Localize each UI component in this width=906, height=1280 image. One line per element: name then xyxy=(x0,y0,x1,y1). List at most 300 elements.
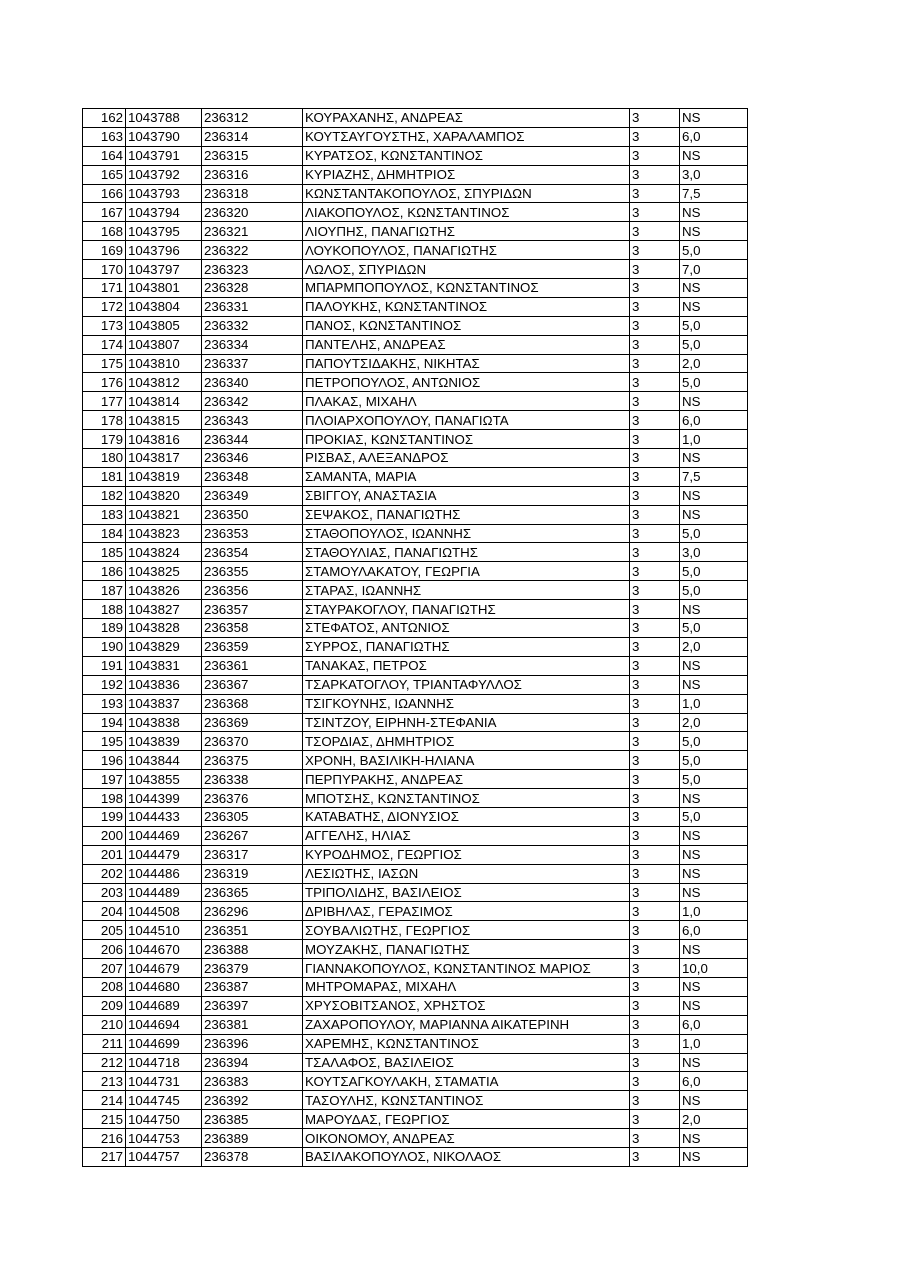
student-name-cell: ΛΩΛΟΣ, ΣΠΥΡΙΔΩΝ xyxy=(303,260,630,279)
grade-cell: NS xyxy=(680,505,748,524)
semester-cell: 3 xyxy=(630,940,680,959)
row-number-cell: 214 xyxy=(83,1091,126,1110)
registration-number-cell: 236375 xyxy=(202,751,303,770)
registration-number-cell: 236359 xyxy=(202,637,303,656)
grade-cell: NS xyxy=(680,826,748,845)
row-number-cell: 185 xyxy=(83,543,126,562)
row-number-cell: 177 xyxy=(83,392,126,411)
table-row xyxy=(83,921,748,940)
semester-cell: 3 xyxy=(630,789,680,808)
table-row xyxy=(83,996,748,1015)
row-number-cell: 182 xyxy=(83,486,126,505)
row-number-cell: 205 xyxy=(83,921,126,940)
semester-cell: 3 xyxy=(630,637,680,656)
registration-number-cell: 236305 xyxy=(202,807,303,826)
student-id-cell: 1043838 xyxy=(126,713,202,732)
grade-cell: NS xyxy=(680,1129,748,1148)
table-row xyxy=(83,1091,748,1110)
table-row xyxy=(83,543,748,562)
table-row xyxy=(83,411,748,430)
row-number-cell: 165 xyxy=(83,165,126,184)
table-row xyxy=(83,845,748,864)
student-id-cell: 1043829 xyxy=(126,637,202,656)
row-number-cell: 210 xyxy=(83,1015,126,1034)
student-name-cell: ΣΟΥΒΑΛΙΩΤΗΣ, ΓΕΩΡΓΙΟΣ xyxy=(303,921,630,940)
student-name-cell: ΤΣΑΡΚΑΤΟΓΛΟΥ, ΤΡΙΑΝΤΑΦΥΛΛΟΣ xyxy=(303,675,630,694)
row-number-cell: 166 xyxy=(83,184,126,203)
row-number-cell: 201 xyxy=(83,845,126,864)
grade-cell: NS xyxy=(680,1091,748,1110)
row-number-cell: 209 xyxy=(83,996,126,1015)
semester-cell: 3 xyxy=(630,392,680,411)
student-name-cell: ΛΙΑΚΟΠΟΥΛΟΣ, ΚΩΝΣΤΑΝΤΙΝΟΣ xyxy=(303,203,630,222)
table-row xyxy=(83,505,748,524)
student-id-cell: 1043824 xyxy=(126,543,202,562)
registration-number-cell: 236338 xyxy=(202,770,303,789)
registration-number-cell: 236353 xyxy=(202,524,303,543)
table-row xyxy=(83,619,748,638)
grade-cell: 6,0 xyxy=(680,921,748,940)
student-id-cell: 1044699 xyxy=(126,1034,202,1053)
student-id-cell: 1044510 xyxy=(126,921,202,940)
student-name-cell: ΤΣΙΝΤΖΟΥ, ΕΙΡΗΝΗ-ΣΤΕΦΑΝΙΑ xyxy=(303,713,630,732)
student-name-cell: ΚΟΥΤΣΑΥΓΟΥΣΤΗΣ, ΧΑΡΑΛΑΜΠΟΣ xyxy=(303,127,630,146)
semester-cell: 3 xyxy=(630,486,680,505)
grade-cell: NS xyxy=(680,203,748,222)
row-number-cell: 184 xyxy=(83,524,126,543)
grade-cell: 5,0 xyxy=(680,316,748,335)
table-row xyxy=(83,940,748,959)
table-row xyxy=(83,789,748,808)
registration-number-cell: 236319 xyxy=(202,864,303,883)
student-name-cell: ΛΕΣΙΩΤΗΣ, ΙΑΣΩΝ xyxy=(303,864,630,883)
student-id-cell: 1044399 xyxy=(126,789,202,808)
row-number-cell: 187 xyxy=(83,581,126,600)
results-table xyxy=(82,108,748,1167)
student-name-cell: ΣΤΑΡΑΣ, ΙΩΑΝΝΗΣ xyxy=(303,581,630,600)
row-number-cell: 216 xyxy=(83,1129,126,1148)
semester-cell: 3 xyxy=(630,279,680,298)
student-name-cell: ΓΙΑΝΝΑΚΟΠΟΥΛΟΣ, ΚΩΝΣΤΑΝΤΙΝΟΣ ΜΑΡΙΟΣ xyxy=(303,959,630,978)
semester-cell: 3 xyxy=(630,694,680,713)
registration-number-cell: 236383 xyxy=(202,1072,303,1091)
student-id-cell: 1043795 xyxy=(126,222,202,241)
semester-cell: 3 xyxy=(630,260,680,279)
student-id-cell: 1043810 xyxy=(126,354,202,373)
row-number-cell: 204 xyxy=(83,902,126,921)
student-name-cell: ΖΑΧΑΡΟΠΟΥΛΟΥ, ΜΑΡΙΑΝΝΑ ΑΙΚΑΤΕΡΙΝΗ xyxy=(303,1015,630,1034)
semester-cell: 3 xyxy=(630,902,680,921)
row-number-cell: 180 xyxy=(83,449,126,468)
student-name-cell: ΜΑΡΟΥΔΑΣ, ΓΕΩΡΓΙΟΣ xyxy=(303,1110,630,1129)
semester-cell: 3 xyxy=(630,222,680,241)
row-number-cell: 212 xyxy=(83,1053,126,1072)
semester-cell: 3 xyxy=(630,203,680,222)
student-id-cell: 1043839 xyxy=(126,732,202,751)
table-row xyxy=(83,354,748,373)
grade-cell: NS xyxy=(680,146,748,165)
grade-cell: 1,0 xyxy=(680,902,748,921)
row-number-cell: 170 xyxy=(83,260,126,279)
semester-cell: 3 xyxy=(630,184,680,203)
grade-cell: NS xyxy=(680,675,748,694)
student-name-cell: ΜΟΥΖΑΚΗΣ, ΠΑΝΑΓΙΩΤΗΣ xyxy=(303,940,630,959)
grade-cell: 6,0 xyxy=(680,1015,748,1034)
student-name-cell: ΣΑΜΑΝΤΑ, ΜΑΡΙΑ xyxy=(303,467,630,486)
student-id-cell: 1044508 xyxy=(126,902,202,921)
semester-cell: 3 xyxy=(630,316,680,335)
registration-number-cell: 236350 xyxy=(202,505,303,524)
grade-cell: 7,0 xyxy=(680,260,748,279)
semester-cell: 3 xyxy=(630,146,680,165)
student-name-cell: ΧΡΥΣΟΒΙΤΣΑΝΟΣ, ΧΡΗΣΤΟΣ xyxy=(303,996,630,1015)
table-row xyxy=(83,1147,748,1166)
student-name-cell: ΛΟΥΚΟΠΟΥΛΟΣ, ΠΑΝΑΓΙΩΤΗΣ xyxy=(303,241,630,260)
registration-number-cell: 236355 xyxy=(202,562,303,581)
table-row xyxy=(83,109,748,128)
grade-cell: 5,0 xyxy=(680,732,748,751)
student-id-cell: 1043792 xyxy=(126,165,202,184)
row-number-cell: 192 xyxy=(83,675,126,694)
semester-cell: 3 xyxy=(630,354,680,373)
grade-cell: 5,0 xyxy=(680,241,748,260)
table-row xyxy=(83,222,748,241)
row-number-cell: 198 xyxy=(83,789,126,808)
student-name-cell: ΜΠΟΤΣΗΣ, ΚΩΝΣΤΑΝΤΙΝΟΣ xyxy=(303,789,630,808)
semester-cell: 3 xyxy=(630,373,680,392)
table-row xyxy=(83,713,748,732)
student-id-cell: 1044680 xyxy=(126,977,202,996)
student-id-cell: 1043817 xyxy=(126,449,202,468)
semester-cell: 3 xyxy=(630,581,680,600)
table-row xyxy=(83,297,748,316)
grade-cell: NS xyxy=(680,996,748,1015)
registration-number-cell: 236348 xyxy=(202,467,303,486)
student-name-cell: ΠΕΤΡΟΠΟΥΛΟΣ, ΑΝΤΩΝΙΟΣ xyxy=(303,373,630,392)
semester-cell: 3 xyxy=(630,562,680,581)
student-name-cell: ΠΑΛΟΥΚΗΣ, ΚΩΝΣΤΑΝΤΙΝΟΣ xyxy=(303,297,630,316)
student-id-cell: 1043828 xyxy=(126,619,202,638)
grade-cell: 2,0 xyxy=(680,713,748,732)
grade-cell: NS xyxy=(680,789,748,808)
registration-number-cell: 236316 xyxy=(202,165,303,184)
student-name-cell: ΜΠΑΡΜΠΟΠΟΥΛΟΣ, ΚΩΝΣΤΑΝΤΙΝΟΣ xyxy=(303,279,630,298)
semester-cell: 3 xyxy=(630,543,680,562)
grade-cell: NS xyxy=(680,940,748,959)
table-row xyxy=(83,656,748,675)
registration-number-cell: 236378 xyxy=(202,1147,303,1166)
grade-cell: NS xyxy=(680,279,748,298)
semester-cell: 3 xyxy=(630,335,680,354)
table-row xyxy=(83,165,748,184)
grade-cell: NS xyxy=(680,109,748,128)
student-name-cell: ΣΤΑΜΟΥΛΑΚΑΤΟΥ, ΓΕΩΡΓΙΑ xyxy=(303,562,630,581)
row-number-cell: 183 xyxy=(83,505,126,524)
grade-cell: 5,0 xyxy=(680,807,748,826)
grade-cell: NS xyxy=(680,449,748,468)
grade-cell: NS xyxy=(680,883,748,902)
student-id-cell: 1044479 xyxy=(126,845,202,864)
table-row xyxy=(83,864,748,883)
table-row xyxy=(83,467,748,486)
table-row xyxy=(83,732,748,751)
student-id-cell: 1043831 xyxy=(126,656,202,675)
registration-number-cell: 236340 xyxy=(202,373,303,392)
student-id-cell: 1043819 xyxy=(126,467,202,486)
grade-cell: 2,0 xyxy=(680,1110,748,1129)
row-number-cell: 169 xyxy=(83,241,126,260)
row-number-cell: 200 xyxy=(83,826,126,845)
registration-number-cell: 236389 xyxy=(202,1129,303,1148)
row-number-cell: 171 xyxy=(83,279,126,298)
student-name-cell: ΡΙΣΒΑΣ, ΑΛΕΞΑΝΔΡΟΣ xyxy=(303,449,630,468)
registration-number-cell: 236387 xyxy=(202,977,303,996)
table-row xyxy=(83,486,748,505)
registration-number-cell: 236343 xyxy=(202,411,303,430)
grade-cell: 1,0 xyxy=(680,430,748,449)
table-row xyxy=(83,335,748,354)
row-number-cell: 203 xyxy=(83,883,126,902)
grade-cell: 1,0 xyxy=(680,1034,748,1053)
grade-cell: 5,0 xyxy=(680,619,748,638)
table-row xyxy=(83,241,748,260)
student-name-cell: ΠΛΑΚΑΣ, ΜΙΧΑΗΛ xyxy=(303,392,630,411)
registration-number-cell: 236354 xyxy=(202,543,303,562)
student-id-cell: 1043815 xyxy=(126,411,202,430)
student-name-cell: ΧΑΡΕΜΗΣ, ΚΩΝΣΤΑΝΤΙΝΟΣ xyxy=(303,1034,630,1053)
student-id-cell: 1044731 xyxy=(126,1072,202,1091)
semester-cell: 3 xyxy=(630,619,680,638)
student-id-cell: 1044689 xyxy=(126,996,202,1015)
student-name-cell: ΔΡΙΒΗΛΑΣ, ΓΕΡΑΣΙΜΟΣ xyxy=(303,902,630,921)
registration-number-cell: 236394 xyxy=(202,1053,303,1072)
table-row xyxy=(83,600,748,619)
grade-cell: NS xyxy=(680,977,748,996)
grade-cell: 5,0 xyxy=(680,562,748,581)
student-id-cell: 1044489 xyxy=(126,883,202,902)
row-number-cell: 199 xyxy=(83,807,126,826)
grade-cell: NS xyxy=(680,297,748,316)
grade-cell: 10,0 xyxy=(680,959,748,978)
student-name-cell: ΛΙΟΥΠΗΣ, ΠΑΝΑΓΙΩΤΗΣ xyxy=(303,222,630,241)
student-id-cell: 1043844 xyxy=(126,751,202,770)
table-row xyxy=(83,770,748,789)
student-id-cell: 1043807 xyxy=(126,335,202,354)
student-name-cell: ΠΛΟΙΑΡΧΟΠΟΥΛΟΥ, ΠΑΝΑΓΙΩΤΑ xyxy=(303,411,630,430)
student-name-cell: ΟΙΚΟΝΟΜΟΥ, ΑΝΔΡΕΑΣ xyxy=(303,1129,630,1148)
student-id-cell: 1043790 xyxy=(126,127,202,146)
grade-cell: 5,0 xyxy=(680,373,748,392)
semester-cell: 3 xyxy=(630,430,680,449)
registration-number-cell: 236334 xyxy=(202,335,303,354)
table-row xyxy=(83,694,748,713)
student-id-cell: 1043823 xyxy=(126,524,202,543)
row-number-cell: 164 xyxy=(83,146,126,165)
row-number-cell: 190 xyxy=(83,637,126,656)
table-row xyxy=(83,373,748,392)
registration-number-cell: 236357 xyxy=(202,600,303,619)
row-number-cell: 215 xyxy=(83,1110,126,1129)
semester-cell: 3 xyxy=(630,241,680,260)
row-number-cell: 179 xyxy=(83,430,126,449)
grade-cell: NS xyxy=(680,486,748,505)
student-name-cell: ΑΓΓΕΛΗΣ, ΗΛΙΑΣ xyxy=(303,826,630,845)
table-row xyxy=(83,1053,748,1072)
registration-number-cell: 236385 xyxy=(202,1110,303,1129)
grade-cell: NS xyxy=(680,864,748,883)
table-row xyxy=(83,1110,748,1129)
table-row xyxy=(83,807,748,826)
semester-cell: 3 xyxy=(630,127,680,146)
student-id-cell: 1043791 xyxy=(126,146,202,165)
table-row xyxy=(83,902,748,921)
table-row xyxy=(83,637,748,656)
semester-cell: 3 xyxy=(630,713,680,732)
grade-cell: 5,0 xyxy=(680,770,748,789)
registration-number-cell: 236312 xyxy=(202,109,303,128)
grade-cell: 3,0 xyxy=(680,165,748,184)
semester-cell: 3 xyxy=(630,449,680,468)
student-id-cell: 1044757 xyxy=(126,1147,202,1166)
table-row xyxy=(83,562,748,581)
semester-cell: 3 xyxy=(630,1053,680,1072)
grade-cell: 7,5 xyxy=(680,184,748,203)
student-name-cell: ΤΣΑΛΑΦΟΣ, ΒΑΣΙΛΕΙΟΣ xyxy=(303,1053,630,1072)
student-id-cell: 1043812 xyxy=(126,373,202,392)
registration-number-cell: 236315 xyxy=(202,146,303,165)
table-row xyxy=(83,316,748,335)
semester-cell: 3 xyxy=(630,467,680,486)
student-id-cell: 1044745 xyxy=(126,1091,202,1110)
student-name-cell: ΚΟΥΤΣΑΓΚΟΥΛΑΚΗ, ΣΤΑΜΑΤΙΑ xyxy=(303,1072,630,1091)
table-row xyxy=(83,279,748,298)
semester-cell: 3 xyxy=(630,732,680,751)
registration-number-cell: 236328 xyxy=(202,279,303,298)
table-row xyxy=(83,127,748,146)
student-id-cell: 1043804 xyxy=(126,297,202,316)
row-number-cell: 197 xyxy=(83,770,126,789)
student-name-cell: ΚΟΥΡΑΧΑΝΗΣ, ΑΝΔΡΕΑΣ xyxy=(303,109,630,128)
table-row xyxy=(83,977,748,996)
table-row xyxy=(83,1034,748,1053)
row-number-cell: 172 xyxy=(83,297,126,316)
student-name-cell: ΤΑΝΑΚΑΣ, ΠΕΤΡΟΣ xyxy=(303,656,630,675)
results-table-body xyxy=(83,109,748,1167)
student-name-cell: ΤΡΙΠΟΛΙΔΗΣ, ΒΑΣΙΛΕΙΟΣ xyxy=(303,883,630,902)
table-row xyxy=(83,430,748,449)
student-id-cell: 1043827 xyxy=(126,600,202,619)
student-id-cell: 1044679 xyxy=(126,959,202,978)
semester-cell: 3 xyxy=(630,524,680,543)
semester-cell: 3 xyxy=(630,1072,680,1091)
table-row xyxy=(83,751,748,770)
student-name-cell: ΠΕΡΠΥΡΑΚΗΣ, ΑΝΔΡΕΑΣ xyxy=(303,770,630,789)
student-id-cell: 1043794 xyxy=(126,203,202,222)
student-id-cell: 1043788 xyxy=(126,109,202,128)
grade-cell: 5,0 xyxy=(680,335,748,354)
student-name-cell: ΚΩΝΣΤΑΝΤΑΚΟΠΟΥΛΟΣ, ΣΠΥΡΙΔΩΝ xyxy=(303,184,630,203)
semester-cell: 3 xyxy=(630,600,680,619)
semester-cell: 3 xyxy=(630,751,680,770)
student-name-cell: ΠΑΝΤΕΛΗΣ, ΑΝΔΡΕΑΣ xyxy=(303,335,630,354)
student-name-cell: ΚΥΡΑΤΣΟΣ, ΚΩΝΣΤΑΝΤΙΝΟΣ xyxy=(303,146,630,165)
grade-cell: 5,0 xyxy=(680,524,748,543)
registration-number-cell: 236388 xyxy=(202,940,303,959)
student-id-cell: 1044670 xyxy=(126,940,202,959)
semester-cell: 3 xyxy=(630,996,680,1015)
registration-number-cell: 236365 xyxy=(202,883,303,902)
student-id-cell: 1044433 xyxy=(126,807,202,826)
grade-cell: NS xyxy=(680,1147,748,1166)
student-name-cell: ΤΑΣΟΥΛΗΣ, ΚΩΝΣΤΑΝΤΙΝΟΣ xyxy=(303,1091,630,1110)
registration-number-cell: 236356 xyxy=(202,581,303,600)
row-number-cell: 173 xyxy=(83,316,126,335)
registration-number-cell: 236320 xyxy=(202,203,303,222)
row-number-cell: 208 xyxy=(83,977,126,996)
row-number-cell: 217 xyxy=(83,1147,126,1166)
student-name-cell: ΜΗΤΡΟΜΑΡΑΣ, ΜΙΧΑΗΛ xyxy=(303,977,630,996)
row-number-cell: 202 xyxy=(83,864,126,883)
registration-number-cell: 236351 xyxy=(202,921,303,940)
grade-cell: 3,0 xyxy=(680,543,748,562)
student-id-cell: 1043797 xyxy=(126,260,202,279)
grade-cell: 2,0 xyxy=(680,354,748,373)
row-number-cell: 194 xyxy=(83,713,126,732)
student-name-cell: ΠΑΝΟΣ, ΚΩΝΣΤΑΝΤΙΝΟΣ xyxy=(303,316,630,335)
grade-cell: NS xyxy=(680,1053,748,1072)
row-number-cell: 181 xyxy=(83,467,126,486)
row-number-cell: 195 xyxy=(83,732,126,751)
semester-cell: 3 xyxy=(630,1147,680,1166)
grade-cell: 2,0 xyxy=(680,637,748,656)
semester-cell: 3 xyxy=(630,1015,680,1034)
registration-number-cell: 236322 xyxy=(202,241,303,260)
registration-number-cell: 236376 xyxy=(202,789,303,808)
registration-number-cell: 236296 xyxy=(202,902,303,921)
table-row xyxy=(83,524,748,543)
registration-number-cell: 236379 xyxy=(202,959,303,978)
row-number-cell: 162 xyxy=(83,109,126,128)
student-id-cell: 1043821 xyxy=(126,505,202,524)
registration-number-cell: 236367 xyxy=(202,675,303,694)
student-id-cell: 1043826 xyxy=(126,581,202,600)
student-name-cell: ΤΣΟΡΔΙΑΣ, ΔΗΜΗΤΡΙΟΣ xyxy=(303,732,630,751)
semester-cell: 3 xyxy=(630,411,680,430)
registration-number-cell: 236318 xyxy=(202,184,303,203)
student-name-cell: ΣΒΙΓΓΟΥ, ΑΝΑΣΤΑΣΙΑ xyxy=(303,486,630,505)
registration-number-cell: 236361 xyxy=(202,656,303,675)
table-row xyxy=(83,184,748,203)
student-id-cell: 1043855 xyxy=(126,770,202,789)
registration-number-cell: 236344 xyxy=(202,430,303,449)
student-name-cell: ΤΣΙΓΚΟΥΝΗΣ, ΙΩΑΝΝΗΣ xyxy=(303,694,630,713)
registration-number-cell: 236369 xyxy=(202,713,303,732)
student-id-cell: 1044718 xyxy=(126,1053,202,1072)
semester-cell: 3 xyxy=(630,1110,680,1129)
student-id-cell: 1043836 xyxy=(126,675,202,694)
semester-cell: 3 xyxy=(630,505,680,524)
semester-cell: 3 xyxy=(630,864,680,883)
table-row xyxy=(83,146,748,165)
registration-number-cell: 236397 xyxy=(202,996,303,1015)
row-number-cell: 163 xyxy=(83,127,126,146)
student-name-cell: ΚΥΡΟΔΗΜΟΣ, ΓΕΩΡΓΙΟΣ xyxy=(303,845,630,864)
row-number-cell: 211 xyxy=(83,1034,126,1053)
row-number-cell: 167 xyxy=(83,203,126,222)
registration-number-cell: 236358 xyxy=(202,619,303,638)
semester-cell: 3 xyxy=(630,675,680,694)
semester-cell: 3 xyxy=(630,1091,680,1110)
